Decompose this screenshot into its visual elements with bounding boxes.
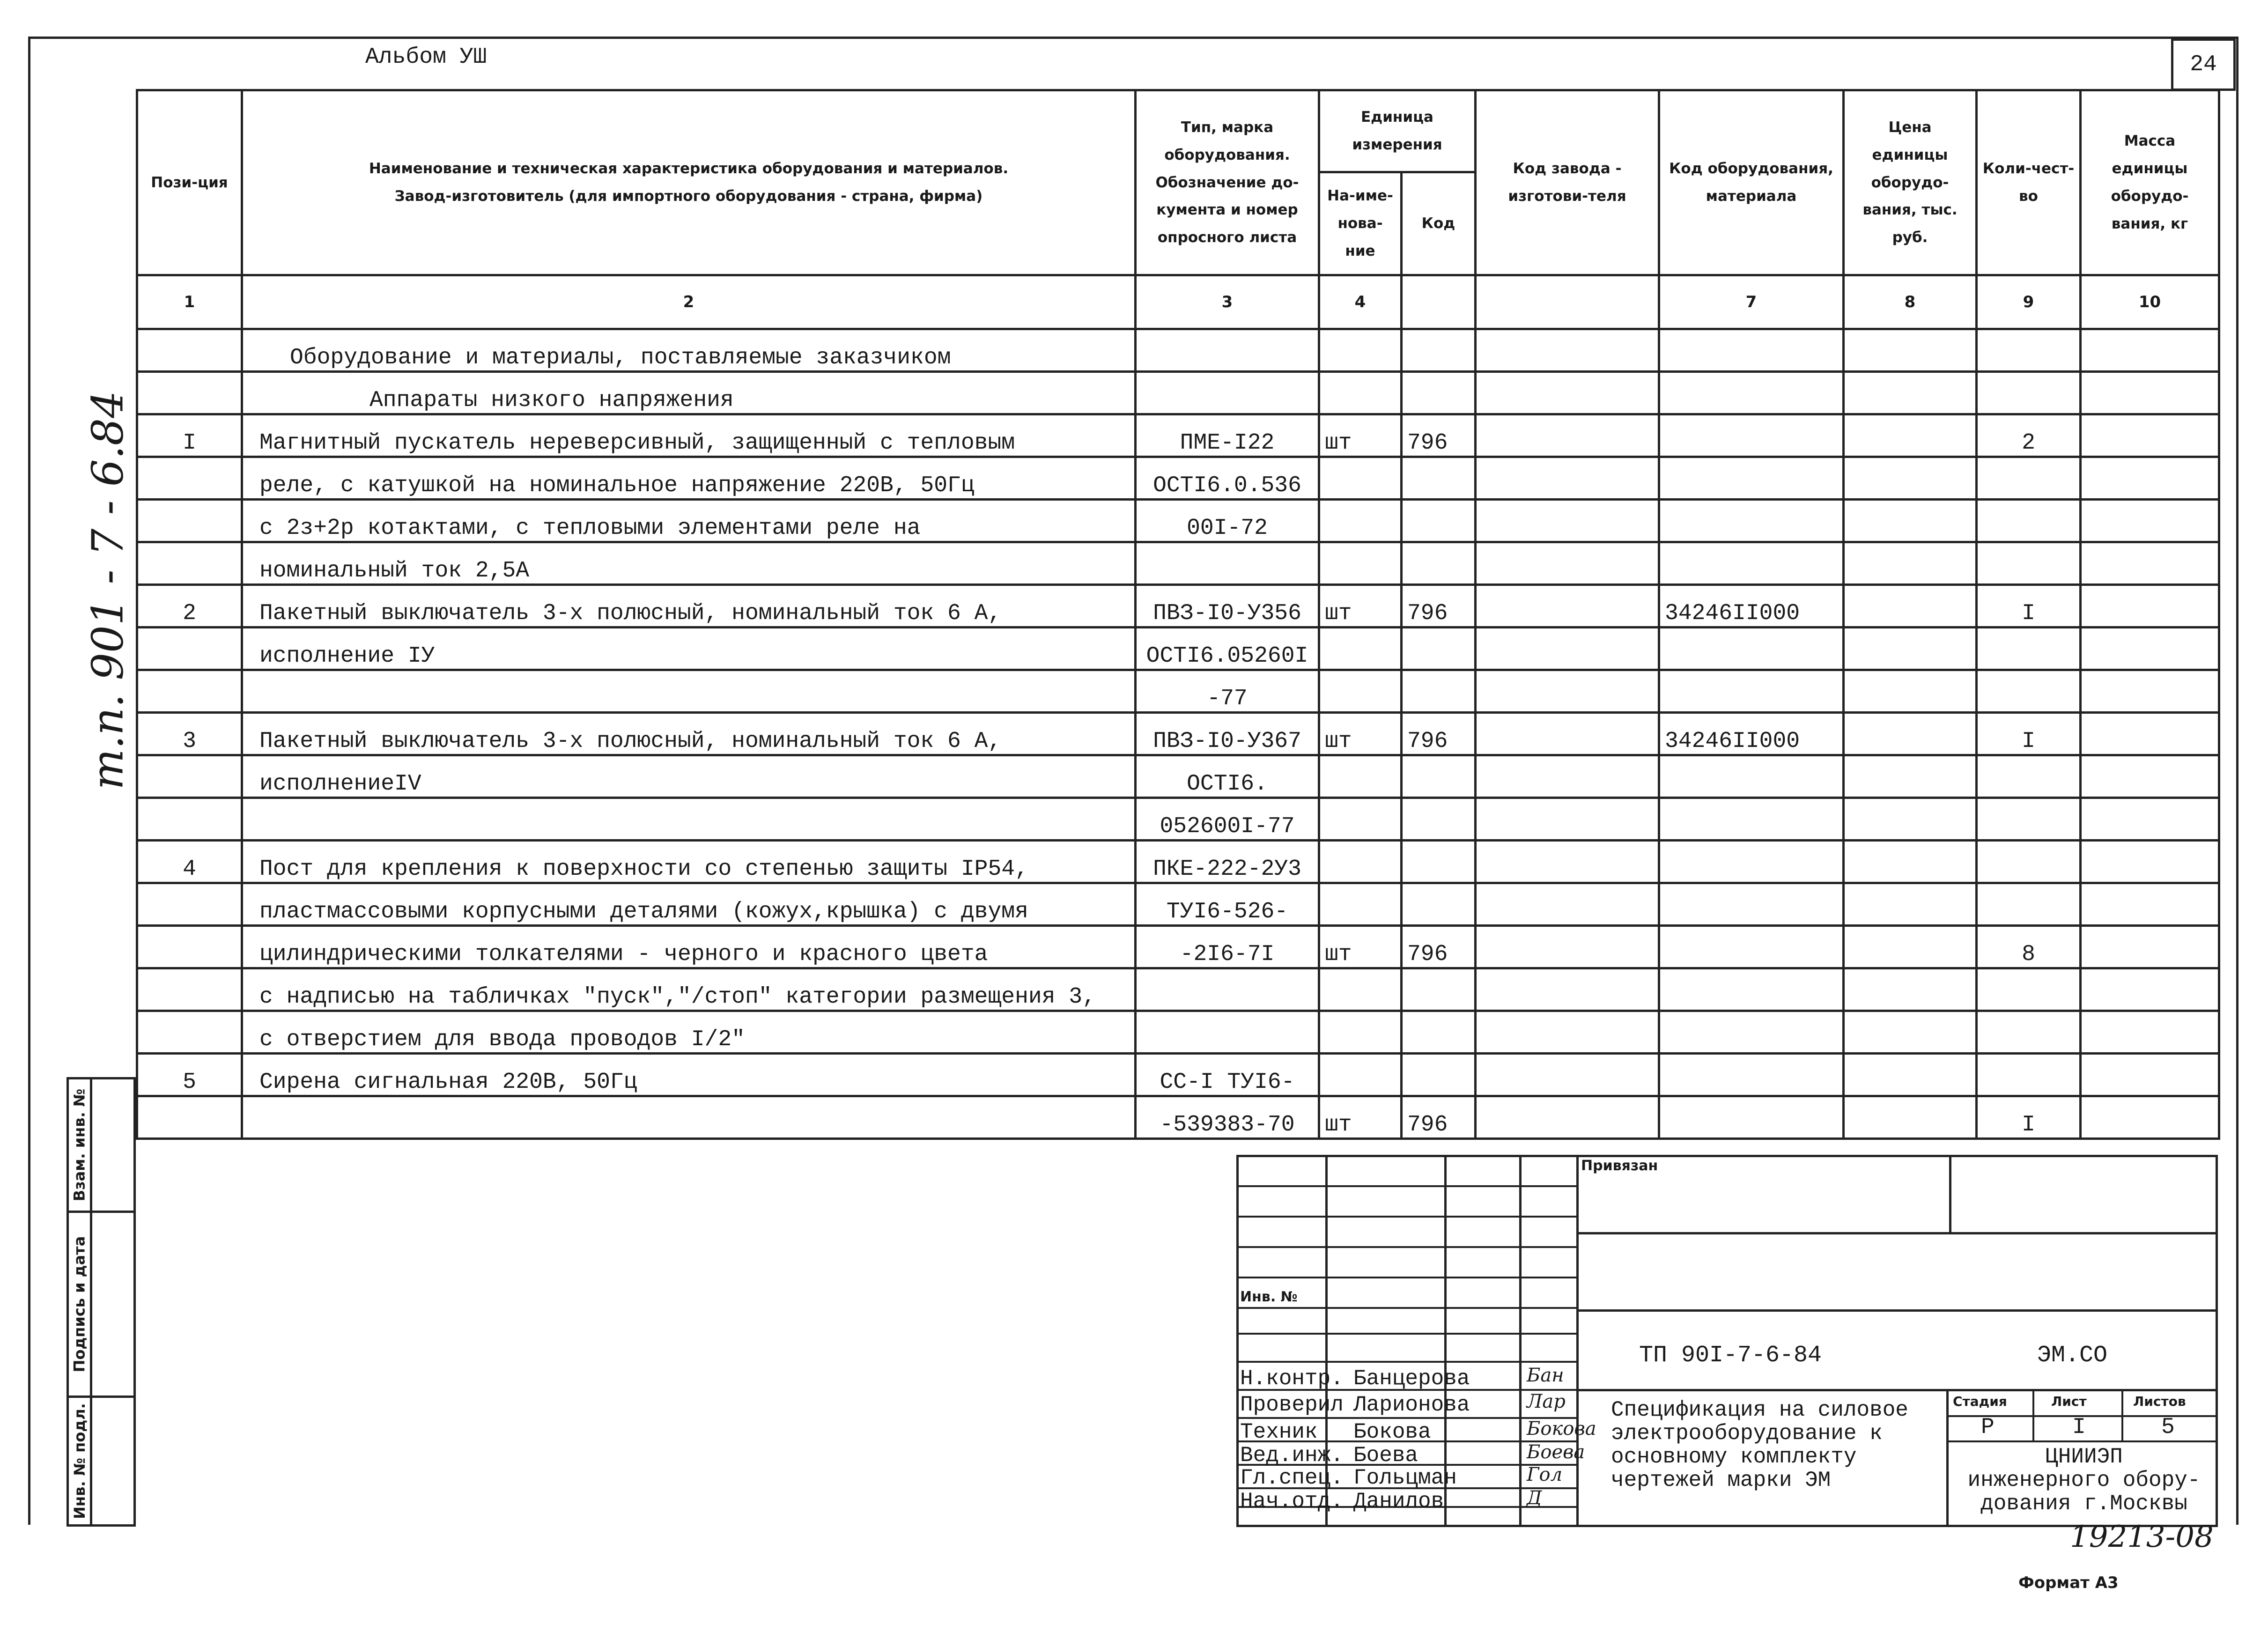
table-row	[137, 798, 2219, 841]
sheet-label: Лист	[2051, 1394, 2087, 1409]
position-cell	[137, 670, 242, 713]
type-cell: ПВЗ-I0-У367	[1136, 713, 1319, 755]
factory-code-cell	[1476, 628, 1659, 670]
factory-code-cell	[1476, 585, 1659, 628]
quantity-cell	[1977, 755, 2081, 798]
signer-signature: Бан	[1527, 1365, 1564, 1386]
quantity-cell: I	[1977, 1096, 2081, 1139]
name-cell: Пост для крепления к поверхности со степенью защиты IР54,	[242, 841, 1136, 883]
equipment-code-cell	[1659, 926, 1844, 968]
price-cell	[1844, 1011, 1977, 1054]
name-cell: с 2з+2р котактами, с тепловыми элементами реле на	[242, 500, 1136, 542]
document-title	[1611, 1398, 1939, 1492]
unit-name-cell	[1319, 968, 1402, 1011]
position-cell	[137, 372, 242, 414]
signer-signature: Лар	[1527, 1391, 1566, 1412]
unit-name-cell: шт	[1319, 926, 1402, 968]
factory-code-cell	[1476, 414, 1659, 457]
mass-cell	[2081, 1054, 2219, 1096]
type-cell	[1136, 542, 1319, 585]
name-cell: исполнениеIV	[242, 755, 1136, 798]
factory-code-cell	[1476, 798, 1659, 841]
type-cell	[1136, 968, 1319, 1011]
table-row	[137, 1054, 2219, 1096]
factory-code-cell	[1476, 670, 1659, 713]
sheet-value: I	[2072, 1415, 2086, 1440]
name-cell: Аппараты низкого напряжения	[242, 372, 1136, 414]
type-cell: -77	[1136, 670, 1319, 713]
quantity-cell	[1977, 457, 2081, 500]
type-cell	[1136, 1011, 1319, 1054]
unit-code-cell	[1402, 500, 1476, 542]
price-cell	[1844, 372, 1977, 414]
signer-signature: Гол	[1527, 1464, 1563, 1485]
unit-name-cell: шт	[1319, 585, 1402, 628]
unit-name-cell	[1319, 628, 1402, 670]
table-row	[137, 713, 2219, 755]
price-cell	[1844, 414, 1977, 457]
position-cell	[137, 1096, 242, 1139]
factory-code-cell	[1476, 1054, 1659, 1096]
price-cell	[1844, 841, 1977, 883]
document-title-line: основному комплекту	[1611, 1445, 1857, 1469]
type-cell: СС-I ТУI6-	[1136, 1054, 1319, 1096]
quantity-cell	[1977, 841, 2081, 883]
type-cell: ТУI6-526-	[1136, 883, 1319, 926]
type-cell: 052600I-77	[1136, 798, 1319, 841]
column-number: 8	[1844, 275, 1977, 329]
document-number: 19213-08	[2070, 1520, 2214, 1554]
position-cell	[137, 628, 242, 670]
mass-cell	[2081, 926, 2219, 968]
signer-role: Проверил	[1240, 1393, 1344, 1417]
name-cell: пластмассовыми корпусными деталями (кожух,крышка) с двумя	[242, 883, 1136, 926]
equipment-code-cell	[1659, 841, 1844, 883]
mass-cell	[2081, 968, 2219, 1011]
document-code: ТП 90I-7-6-84	[1639, 1342, 1822, 1369]
table-row	[137, 883, 2219, 926]
organization-name	[1953, 1445, 2215, 1515]
signer-name: Банцерова	[1353, 1366, 1470, 1391]
position-cell	[137, 968, 242, 1011]
unit-name-cell	[1319, 883, 1402, 926]
position-cell	[137, 329, 242, 372]
type-cell: ОСТI6.	[1136, 755, 1319, 798]
type-cell: ПКЕ-222-2У3	[1136, 841, 1319, 883]
price-cell	[1844, 1054, 1977, 1096]
document-mark: ЭМ.СО	[2037, 1342, 2108, 1369]
equipment-code-cell	[1659, 1054, 1844, 1096]
table-row	[137, 414, 2219, 457]
header-unit-name: На-име-нова-ние	[1319, 172, 1402, 275]
price-cell	[1844, 968, 1977, 1011]
price-cell	[1844, 713, 1977, 755]
position-cell	[137, 1011, 242, 1054]
column-number	[1476, 275, 1659, 329]
factory-code-cell	[1476, 1011, 1659, 1054]
price-cell	[1844, 1096, 1977, 1139]
table-row	[137, 670, 2219, 713]
mass-cell	[2081, 414, 2219, 457]
equipment-code-cell	[1659, 414, 1844, 457]
unit-code-cell: 796	[1402, 414, 1476, 457]
unit-name-cell	[1319, 1011, 1402, 1054]
header-factory-code: Код завода - изготови-теля	[1476, 90, 1659, 275]
position-cell	[137, 542, 242, 585]
mass-cell	[2081, 542, 2219, 585]
equipment-code-cell	[1659, 755, 1844, 798]
inventory-number-label: Инв. №	[1240, 1289, 1298, 1305]
price-cell	[1844, 670, 1977, 713]
quantity-cell: I	[1977, 585, 2081, 628]
factory-code-cell	[1476, 755, 1659, 798]
mass-cell	[2081, 713, 2219, 755]
equipment-code-cell: 34246II000	[1659, 585, 1844, 628]
name-cell	[242, 798, 1136, 841]
position-cell: 3	[137, 713, 242, 755]
header-quantity: Коли-чест-во	[1977, 90, 2081, 275]
price-cell	[1844, 500, 1977, 542]
signer-name: Гольцман	[1353, 1466, 1457, 1490]
signer-role: Гл.спец.	[1240, 1466, 1344, 1490]
table-row	[137, 457, 2219, 500]
unit-code-cell	[1402, 670, 1476, 713]
equipment-code-cell	[1659, 542, 1844, 585]
mass-cell	[2081, 883, 2219, 926]
name-cell	[242, 1096, 1136, 1139]
mass-cell	[2081, 1011, 2219, 1054]
equipment-code-cell	[1659, 883, 1844, 926]
name-cell: номинальный ток 2,5А	[242, 542, 1136, 585]
replacement-inventory-cell: Взам. инв. №	[66, 1077, 136, 1213]
type-cell: ПМЕ-I22	[1136, 414, 1319, 457]
mass-cell	[2081, 628, 2219, 670]
signer-signature: Бокова	[1527, 1418, 1596, 1440]
factory-code-cell	[1476, 1096, 1659, 1139]
sheets-total-label: Листов	[2133, 1394, 2186, 1409]
unit-code-cell	[1402, 1011, 1476, 1054]
table-row	[137, 841, 2219, 883]
factory-code-cell	[1476, 968, 1659, 1011]
price-cell	[1844, 883, 1977, 926]
header-unit-group: Единица измерения	[1319, 90, 1476, 172]
type-cell: -539383-70	[1136, 1096, 1319, 1139]
quantity-cell	[1977, 628, 2081, 670]
factory-code-cell	[1476, 372, 1659, 414]
unit-code-cell	[1402, 628, 1476, 670]
album-title: Альбом УШ	[365, 44, 487, 70]
table-row	[137, 926, 2219, 968]
unit-name-cell	[1319, 670, 1402, 713]
signer-name: Бокова	[1353, 1420, 1431, 1444]
position-cell: 5	[137, 1054, 242, 1096]
specification-table	[136, 89, 2220, 1140]
unit-code-cell: 796	[1402, 585, 1476, 628]
quantity-cell	[1977, 542, 2081, 585]
document-title-line: электрооборудование к	[1611, 1421, 1883, 1446]
organization-line: ЦНИИЭП	[2045, 1445, 2123, 1469]
header-type: Тип, марка оборудования. Обозначение до-кумента и номер опросного листа	[1136, 90, 1319, 275]
equipment-code-cell: 34246II000	[1659, 713, 1844, 755]
document-title-line: Спецификация на силовое	[1611, 1398, 1908, 1422]
signer-name: Ларионова	[1353, 1393, 1470, 1417]
price-cell	[1844, 926, 1977, 968]
document-title-line: чертежей марки ЭМ	[1611, 1468, 1831, 1492]
header-price: Цена единицы оборудо-вания, тыс. руб.	[1844, 90, 1977, 275]
handwritten-project-code: т.п. 901 - 7 - 6.84	[82, 390, 133, 790]
factory-code-cell	[1476, 542, 1659, 585]
unit-name-cell: шт	[1319, 1096, 1402, 1139]
type-cell: ПВЗ-I0-У356	[1136, 585, 1319, 628]
table-row	[137, 372, 2219, 414]
equipment-code-cell	[1659, 628, 1844, 670]
price-cell	[1844, 585, 1977, 628]
type-cell: 00I-72	[1136, 500, 1319, 542]
type-cell: ОСТI6.05260I	[1136, 628, 1319, 670]
equipment-code-cell	[1659, 372, 1844, 414]
quantity-cell	[1977, 329, 2081, 372]
header-name: Наименование и техническая характеристика оборудования и материалов. Завод-изготовитель (для импортного оборудования - страна, фирма)	[242, 90, 1136, 275]
stage-label: Стадия	[1953, 1394, 2007, 1409]
header-unit-code: Код	[1402, 172, 1476, 275]
unit-name-cell	[1319, 500, 1402, 542]
type-cell: ОСТI6.0.536	[1136, 457, 1319, 500]
paper-format: Формат А3	[2018, 1573, 2119, 1592]
name-cell: Магнитный пускатель нереверсивный, защищенный с тепловым	[242, 414, 1136, 457]
column-number: 10	[2081, 275, 2219, 329]
unit-name-cell	[1319, 798, 1402, 841]
table-row	[137, 500, 2219, 542]
unit-name-cell: шт	[1319, 414, 1402, 457]
name-cell: цилиндрическими толкателями - черного и красного цвета	[242, 926, 1136, 968]
unit-name-cell	[1319, 1054, 1402, 1096]
table-row	[137, 585, 2219, 628]
quantity-cell	[1977, 1011, 2081, 1054]
factory-code-cell	[1476, 926, 1659, 968]
position-cell: 2	[137, 585, 242, 628]
table-row	[137, 1096, 2219, 1139]
unit-name-cell	[1319, 457, 1402, 500]
mass-cell	[2081, 755, 2219, 798]
side-stamp-column	[66, 1077, 136, 1527]
quantity-cell: 8	[1977, 926, 2081, 968]
unit-code-cell: 796	[1402, 1096, 1476, 1139]
price-cell	[1844, 457, 1977, 500]
unit-code-cell	[1402, 968, 1476, 1011]
unit-code-cell	[1402, 457, 1476, 500]
organization-line: инженерного обору-	[1967, 1468, 2201, 1492]
unit-code-cell	[1402, 841, 1476, 883]
column-number: 1	[137, 275, 242, 329]
quantity-cell: I	[1977, 713, 2081, 755]
quantity-cell: 2	[1977, 414, 2081, 457]
unit-code-cell	[1402, 798, 1476, 841]
unit-code-cell: 796	[1402, 926, 1476, 968]
column-number	[1402, 275, 1476, 329]
equipment-code-cell	[1659, 329, 1844, 372]
position-cell	[137, 798, 242, 841]
mass-cell	[2081, 670, 2219, 713]
linked-label: Привязан	[1581, 1158, 1658, 1174]
equipment-code-cell	[1659, 798, 1844, 841]
unit-code-cell	[1402, 755, 1476, 798]
column-number: 9	[1977, 275, 2081, 329]
name-cell: Пакетный выключатель 3-х полюсный, номинальный ток 6 А,	[242, 585, 1136, 628]
quantity-cell	[1977, 883, 2081, 926]
price-cell	[1844, 329, 1977, 372]
organization-line: дования г.Москвы	[1980, 1492, 2187, 1516]
unit-name-cell	[1319, 372, 1402, 414]
signer-signature: Д	[1527, 1487, 1542, 1509]
price-cell	[1844, 755, 1977, 798]
factory-code-cell	[1476, 329, 1659, 372]
factory-code-cell	[1476, 841, 1659, 883]
table-row	[137, 1011, 2219, 1054]
mass-cell	[2081, 798, 2219, 841]
equipment-code-cell	[1659, 1096, 1844, 1139]
unit-name-cell	[1319, 542, 1402, 585]
position-cell	[137, 883, 242, 926]
equipment-code-cell	[1659, 1011, 1844, 1054]
name-cell: исполнение IУ	[242, 628, 1136, 670]
unit-code-cell	[1402, 883, 1476, 926]
mass-cell	[2081, 841, 2219, 883]
header-equipment-code: Код оборудования, материала	[1659, 90, 1844, 275]
unit-code-cell	[1402, 372, 1476, 414]
position-cell: 4	[137, 841, 242, 883]
type-cell: -2I6-7I	[1136, 926, 1319, 968]
factory-code-cell	[1476, 713, 1659, 755]
equipment-code-cell	[1659, 968, 1844, 1011]
mass-cell	[2081, 1096, 2219, 1139]
unit-code-cell	[1402, 329, 1476, 372]
signer-name: Данилов	[1353, 1489, 1444, 1514]
signer-role: Нач.отд.	[1240, 1489, 1344, 1514]
table-row	[137, 755, 2219, 798]
position-cell	[137, 755, 242, 798]
original-inventory-cell: Инв. № подл.	[66, 1396, 136, 1527]
equipment-code-cell	[1659, 500, 1844, 542]
stage-value: Р	[1981, 1415, 1995, 1440]
quantity-cell	[1977, 798, 2081, 841]
mass-cell	[2081, 457, 2219, 500]
factory-code-cell	[1476, 883, 1659, 926]
mass-cell	[2081, 372, 2219, 414]
factory-code-cell	[1476, 500, 1659, 542]
name-cell: Сирена сигнальная 220В, 50Гц	[242, 1054, 1136, 1096]
equipment-code-cell	[1659, 670, 1844, 713]
table-row	[137, 329, 2219, 372]
name-cell: Пакетный выключатель 3-х полюсный, номинальный ток 6 А,	[242, 713, 1136, 755]
unit-name-cell: шт	[1319, 713, 1402, 755]
quantity-cell	[1977, 670, 2081, 713]
column-number-row	[137, 275, 2219, 329]
quantity-cell	[1977, 500, 2081, 542]
unit-code-cell	[1402, 542, 1476, 585]
type-cell	[1136, 372, 1319, 414]
quantity-cell	[1977, 968, 2081, 1011]
signature-date-cell: Подпись и дата	[66, 1211, 136, 1398]
name-cell: с надписью на табличках "пуск","/стоп" категории размещения 3,	[242, 968, 1136, 1011]
column-number: 3	[1136, 275, 1319, 329]
mass-cell	[2081, 500, 2219, 542]
signer-role: Техник	[1240, 1420, 1318, 1444]
title-block	[1236, 1155, 2218, 1527]
factory-code-cell	[1476, 457, 1659, 500]
position-cell	[137, 926, 242, 968]
mass-cell	[2081, 329, 2219, 372]
position-cell: I	[137, 414, 242, 457]
name-cell: реле, с катушкой на номинальное напряжение 220В, 50Гц	[242, 457, 1136, 500]
table-row	[137, 968, 2219, 1011]
name-cell: Оборудование и материалы, поставляемые заказчиком	[242, 329, 1136, 372]
sheet-number: 24	[2171, 38, 2236, 91]
column-number: 4	[1319, 275, 1402, 329]
position-cell	[137, 500, 242, 542]
signer-role: Вед.инж.	[1240, 1443, 1344, 1468]
name-cell: с отверстием для ввода проводов I/2"	[242, 1011, 1136, 1054]
price-cell	[1844, 542, 1977, 585]
price-cell	[1844, 798, 1977, 841]
unit-name-cell	[1319, 755, 1402, 798]
signer-role: Н.контр.	[1240, 1366, 1344, 1391]
signer-signature: Боева	[1527, 1441, 1585, 1463]
table-row	[137, 628, 2219, 670]
sheets-total-value: 5	[2161, 1415, 2175, 1440]
header-mass: Масса единицы оборудо-вания, кг	[2081, 90, 2219, 275]
signer-name: Боева	[1353, 1443, 1418, 1468]
equipment-code-cell	[1659, 457, 1844, 500]
quantity-cell	[1977, 372, 2081, 414]
quantity-cell	[1977, 1054, 2081, 1096]
price-cell	[1844, 628, 1977, 670]
name-cell	[242, 670, 1136, 713]
position-cell	[137, 457, 242, 500]
mass-cell	[2081, 585, 2219, 628]
type-cell	[1136, 329, 1319, 372]
unit-name-cell	[1319, 841, 1402, 883]
column-number: 2	[242, 275, 1136, 329]
column-number: 7	[1659, 275, 1844, 329]
unit-code-cell: 796	[1402, 713, 1476, 755]
unit-name-cell	[1319, 329, 1402, 372]
unit-code-cell	[1402, 1054, 1476, 1096]
table-row	[137, 542, 2219, 585]
header-position: Пози-ция	[137, 90, 242, 275]
